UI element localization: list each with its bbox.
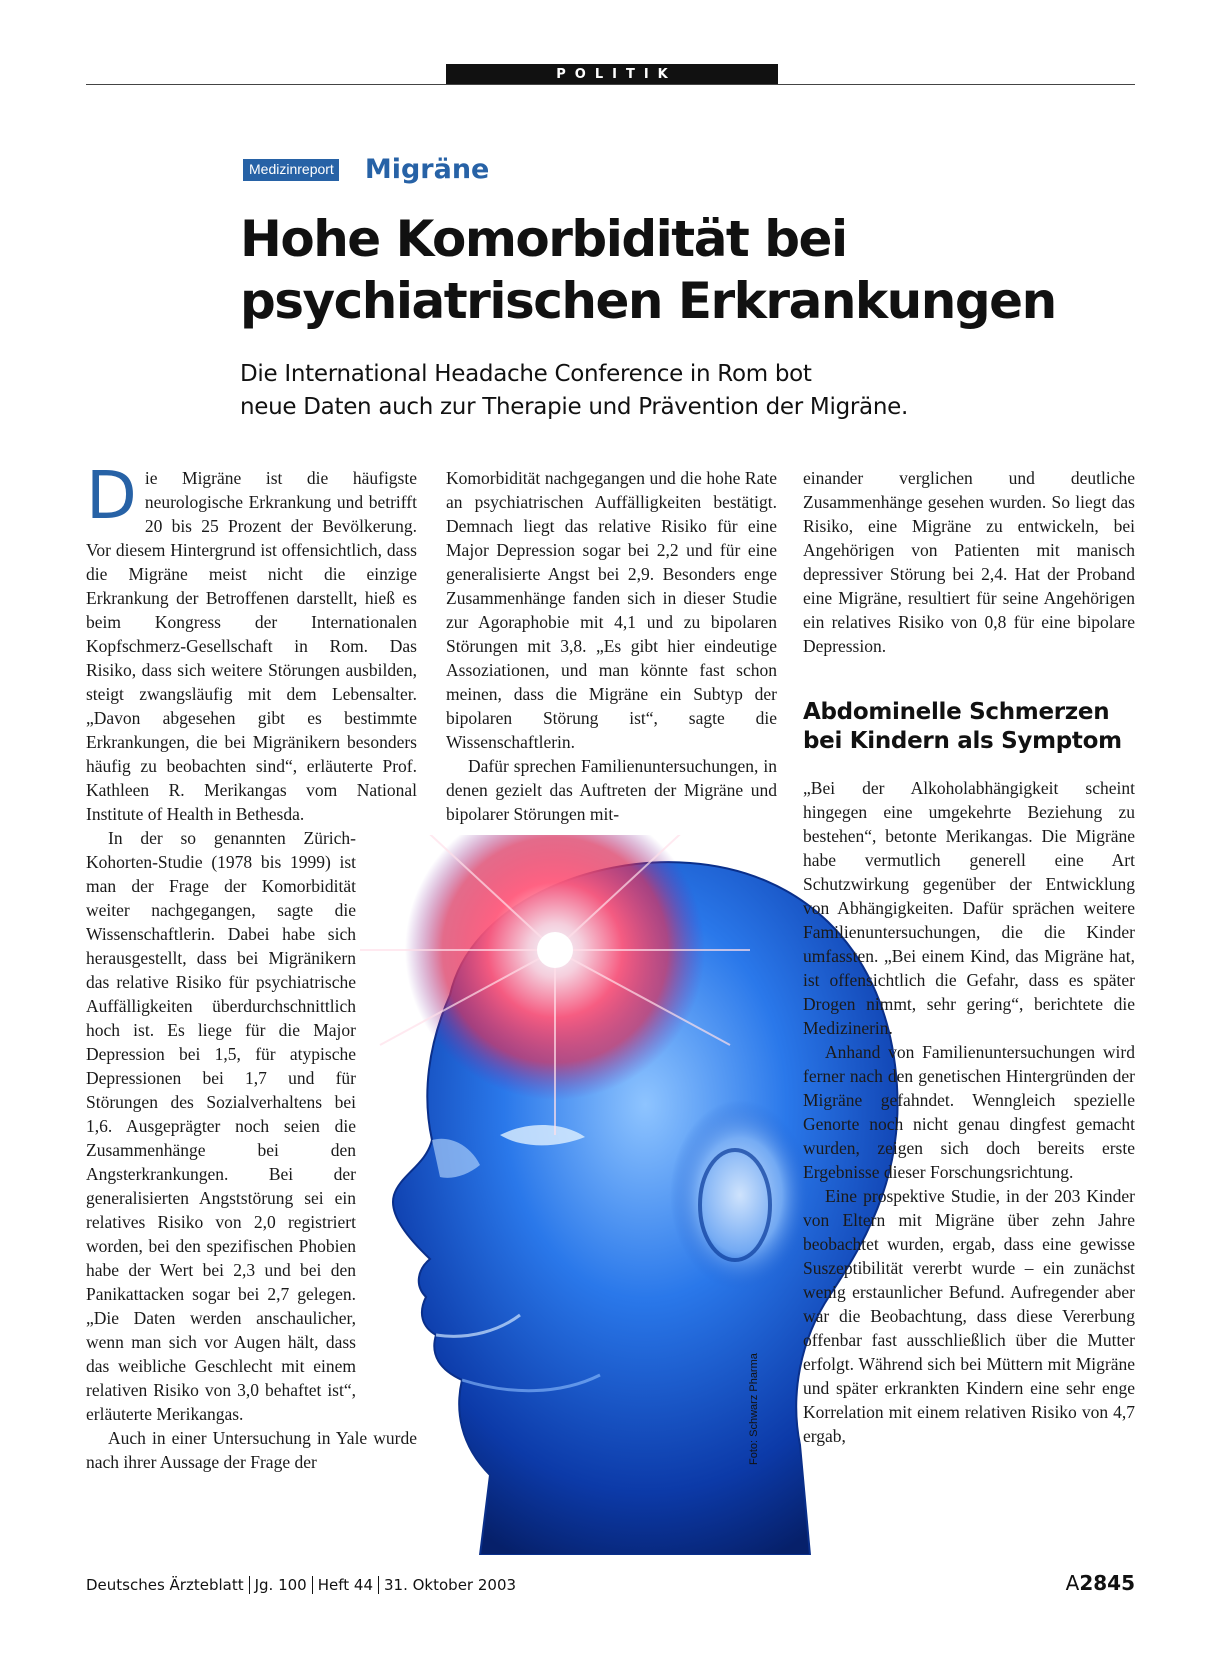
page-number-value: 2845 <box>1079 1571 1135 1595</box>
paragraph: „Bei der Alkoholabhängigkeit scheint hingegen eine umgekehrte Beziehung zu bestehen“, betonte Merikangas. Die Migräne habe vermutlich generell eine Art Schutzwirkung gegenüber der Entwicklung von Abhängigkeiten. Dafür sprächen weitere Familienuntersuchungen, die die Kinder umfassten. „Bei einem Kind, das Migräne hat, ist offensichtlich die Gefahr, dass es später Drogen nimmt, sehr gering“, berichtete die Medizinerin. <box>803 778 1135 1038</box>
paragraph: Anhand von Familienuntersuchungen wird ferner nach den genetischen Hintergründen der Migräne gefahndet. Wenngleich spezielle Genorte noch nicht genau dingfest gemacht wurden, zeigen sich doch bereits erste Ergebnisse dieser Forschungsrichtung. <box>803 1042 1135 1182</box>
paragraph: Eine prospektive Studie, in der 203 Kinder von Eltern mit Migräne über zehn Jahre beobachtet wurden, ergab, dass eine gewisse Suszeptibilität vererbt wurde – ein zunächst wenig erstaunlicher Befund. Aufregender aber war die Beobachtung, dass diese Vererbung offenbar fast ausschließlich über die Mutter erfolgt. Während sich bei Müttern mit Migräne und später erkrankten Kindern eine sehr enge Korrelation mit einem relativen Risiko von 4,7 ergab, <box>803 1186 1135 1446</box>
headline <box>240 208 1120 332</box>
subheadline <box>240 358 1040 424</box>
paragraph: Dafür sprechen Familienuntersuchungen, in denen gezielt das Auftreten der Migräne und bipolarer Störungen mit- <box>446 756 777 824</box>
section-label: POLITIK <box>446 64 778 85</box>
header-rule <box>86 84 1135 85</box>
drop-cap: D <box>86 457 137 534</box>
kicker-row <box>243 152 489 188</box>
category-badge: Medizinreport <box>243 159 339 181</box>
article-column-3 <box>803 466 1135 1448</box>
headline-line-1: Hohe Komorbidität bei <box>240 210 847 268</box>
issue-date: 31. Oktober 2003 <box>384 1576 517 1594</box>
section-subheading: Abdominelle Schmerzen bei Kindern als Symptom <box>803 699 1122 754</box>
divider <box>312 1576 313 1594</box>
issue: Heft 44 <box>317 1576 373 1594</box>
article-column-1 <box>86 457 417 1474</box>
page-footer <box>86 1576 516 1594</box>
page-number <box>1066 1571 1135 1595</box>
journal-name: Deutsches Ärzteblatt <box>86 1576 244 1594</box>
subheadline-line-1: Die International Headache Conference in Rom bot <box>240 361 812 387</box>
paragraph <box>86 457 417 826</box>
paragraph: einander verglichen und deutliche Zusammenhänge gesehen wurden. So liegt das Risiko, eine Migräne zu entwickeln, bei Angehörigen von Patienten mit manisch depressiver Störung bei 2,4. Hat der Proband eine Migräne, resultiert für seine Angehörigen ein relatives Risiko von 0,8 für eine bipolare Depression. <box>803 468 1135 656</box>
paragraph: Komorbidität nachgegangen und die hohe Rate an psychiatrischen Auffälligkeiten bestätigt. Demnach liegt das relative Risiko für eine Major Depression sogar bei 2,2 und für eine generalisierte Angst bei 2,9. Besonders enge Zusammenhänge fanden sich in dieser Studie zur Agoraphobie mit 4,1 und zu bipolaren Störungen mit 3,8. „Es gibt hier eindeutige Assoziationen, und man könnte fast schon meinen, dass die Migräne ein Subtyp der bipolaren Störung ist“, sagte die Wissenschaftlerin. <box>446 468 777 752</box>
article-column-2 <box>446 466 777 826</box>
photo-credit: Foto: Schwarz Pharma <box>748 1353 760 1465</box>
paragraph: Auch in einer Untersuchung in Yale wurde nach ihrer Aussage der Frage der <box>86 1428 417 1472</box>
volume: Jg. 100 <box>254 1576 307 1594</box>
page-prefix: A <box>1065 1571 1080 1595</box>
headline-line-2: psychiatrischen Erkrankungen <box>240 272 1056 330</box>
paragraph: In der so genannten Zürich-Kohorten-Studie (1978 bis 1999) ist man der Frage der Komorbidität weiter nachgegangen, sagte die Wissenschaftlerin. Dabei habe sich herausgestellt, dass bei Migränikern das relative Risiko für psychiatrische Auffälligkeiten überdurchschnittlich hoch ist. Es liege für die Major Depression bei 1,5, für atypische Depressionen bei 1,7 und für Störungen des Sozialverhaltens bei 1,6. Ausgeprägter noch seien die Zusammenhänge bei den Angsterkrankungen. Bei der generalisierten Angststörung sei ein relatives Risiko von 2,0 registriert worden, bei den spezifischen Phobien habe der Wert bei 2,3 und bei den Panikattacken sogar bei 2,7 gelegen. „Die Daten werden anschaulicher, wenn man sich vor Augen hält, dass das weibliche Geschlecht mit einem relativen Risiko von 3,0 behaftet ist“, erläuterte Merikangas. <box>86 828 356 1424</box>
paragraph-text: ie Migräne ist die häufigste neurologische Erkrankung und betrifft 20 bis 25 Prozent der Bevölkerung. Vor diesem Hintergrund ist offensichtlich, dass die Migräne meist nicht die einzige Erkrankung der Betroffenen darstellt, hieß es beim Kongress der Internationalen Kopfschmerz-Gesellschaft in Rom. Das Risiko, dass sich weitere Störungen ausbilden, steigt zwangsläufig mit dem Lebensalter. „Davon abgesehen gibt es bestimmte Erkrankungen, die bei Migränikern besonders häufig zu beobachten sind“, erläuterte Prof. Kathleen R. Merikangas vom National Institute of Health in Bethesda. <box>86 468 417 824</box>
topic-title: Migräne <box>364 154 490 185</box>
divider <box>249 1576 250 1594</box>
subheadline-line-2: neue Daten auch zur Therapie und Prävention der Migräne. <box>240 394 908 420</box>
divider <box>378 1576 379 1594</box>
